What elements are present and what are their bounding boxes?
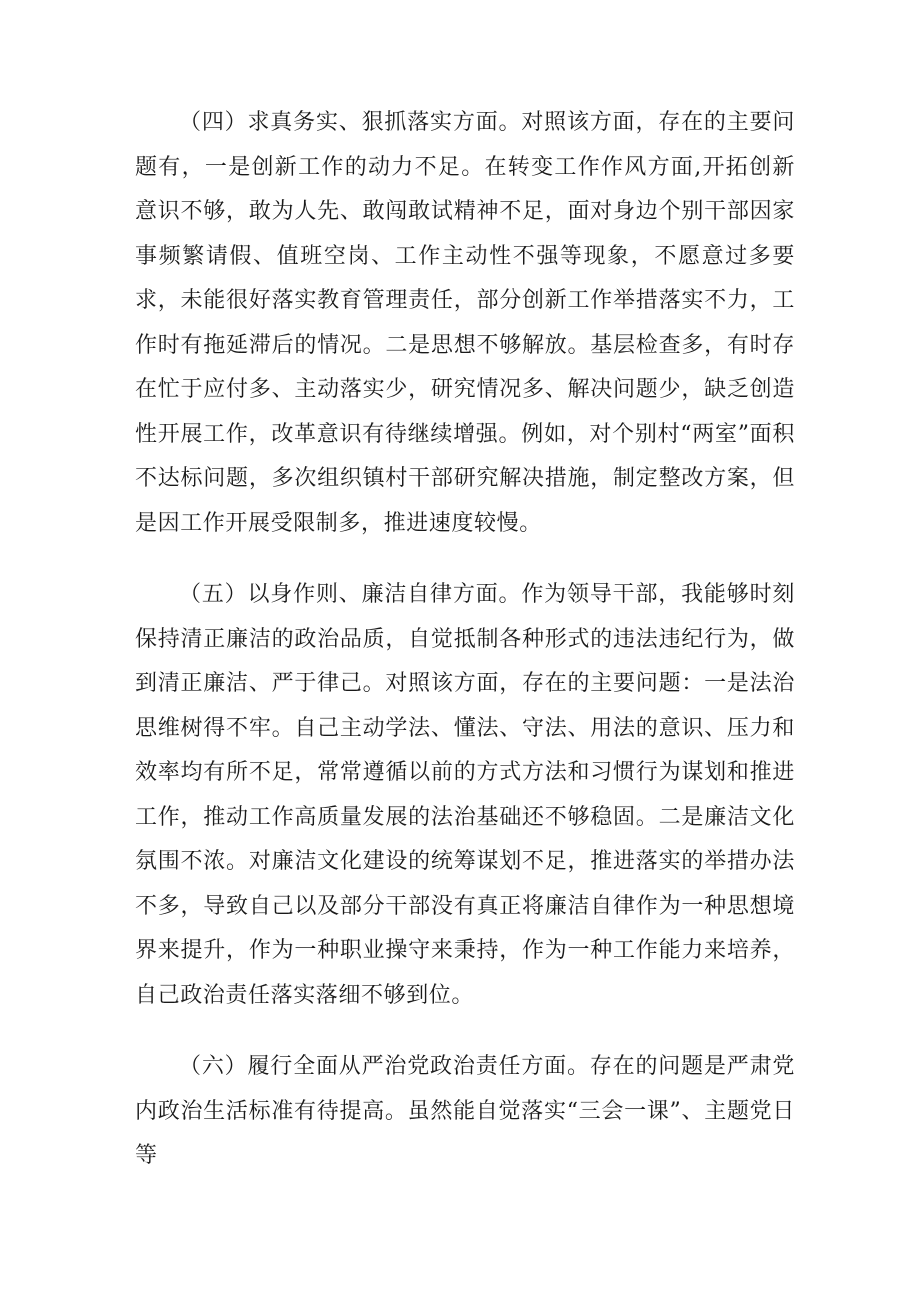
paragraph-section-5: （五）以身作则、廉洁自律方面。作为领导干部，我能够时刻保持清正廉洁的政治品质，自觉抵制各种形式的违法违纪行为，做到清正廉洁、严于律己。对照该方面，存在的主要问题：一是法治思维树得不牢。自己主动学法、懂法、守法、用法的意识、压力和效率均有所不足，常常遵循以前的方式方法和习惯行为谋划和推进工作，推动工作高质量发展的法治基础还不够稳固。二是廉洁文化氛围不浓。对廉洁文化建设的统筹谋划不足，推进落实的举措办法不多，导致自己以及部分干部没有真正将廉洁自律作为一种思想境界来提升，作为一种职业操守来秉持，作为一种工作能力来培养，自己政治责任落实落细不够到位。	[135, 582, 795, 1008]
paragraph-section-4: （四）求真务实、狠抓落实方面。对照该方面，存在的主要问题有，一是创新工作的动力不足。在转变工作作风方面,开拓创新意识不够，敢为人先、敢闯敢试精神不足，面对身边个别干部因家事频繁请假、值班空岗、工作主动性不强等现象，不愿意过多要求，未能很好落实教育管理责任，部分创新工作举措落实不力，工作时有拖延滞后的情况。二是思想不够解放。基层检查多，有时存在忙于应付多、主动落实少，研究情况多、解决问题少，缺乏创造性开展工作，改革意识有待继续增强。例如，对个别村“两室”面积不达标问题，多次组织镇村干部研究解决措施，制定整改方案，但是因工作开展受限制多，推进速度较慢。	[135, 110, 795, 536]
document-body	[135, 101, 795, 1206]
paragraph-section-6: （六）履行全面从严治党政治责任方面。存在的问题是严肃党内政治生活标准有待提高。虽然能自觉落实“三会一课”、主题党日等	[135, 1054, 795, 1168]
